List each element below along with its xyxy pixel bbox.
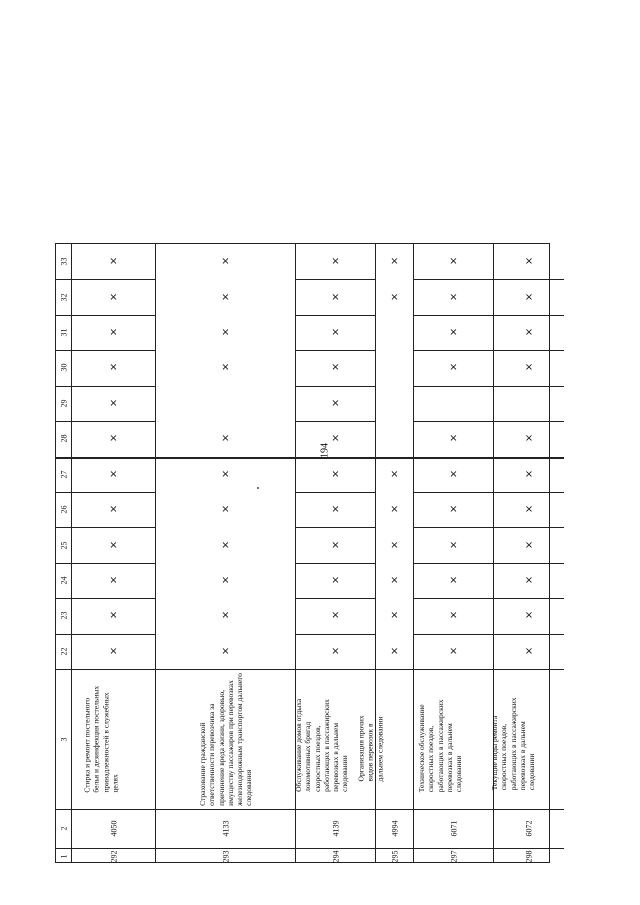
x-mark: × (331, 397, 340, 409)
mark-cell (72, 457, 155, 492)
mark-cell (296, 279, 375, 314)
column-header-22 (56, 634, 72, 669)
row-code: 6072 (524, 820, 534, 837)
mark-cell (156, 457, 295, 492)
mark-cell (72, 386, 155, 421)
x-mark: × (331, 291, 340, 303)
header-divider (56, 809, 71, 810)
column-header-31 (56, 315, 72, 350)
row-code: 4994 (390, 820, 399, 837)
row-number-cell (376, 848, 413, 864)
mark-cell (494, 386, 564, 421)
row-number-cell (156, 848, 295, 864)
mark-cell (156, 598, 295, 633)
row-code: 4133 (221, 820, 230, 837)
mark-cell (414, 279, 493, 314)
column-header-33 (56, 244, 72, 279)
x-mark: × (331, 610, 340, 622)
column-header-26 (56, 492, 72, 527)
x-mark: × (524, 539, 534, 551)
x-mark: × (524, 574, 534, 586)
x-mark: × (109, 610, 118, 622)
table-row (72, 244, 156, 862)
mark-cell (296, 527, 375, 562)
row-name: Страхование гражданской ответственности перевозчика за причинение вреда жизни, здоровью, имуществу пассажиров при перевозках железнодорожным транспортом дальнего следования (198, 673, 254, 806)
mark-cell (376, 563, 413, 598)
mark-cell (414, 492, 493, 527)
column-header-28 (56, 421, 72, 456)
x-mark: × (331, 539, 340, 551)
header-divider (56, 669, 71, 670)
mark-cell (72, 279, 155, 314)
column-header-25 (56, 527, 72, 562)
row-name: Техническое обслуживание скоростных поездов, работающих в пассажирских перевозках в дальнем следовании (416, 699, 463, 792)
mark-cell (376, 386, 413, 421)
mark-cell (156, 279, 295, 314)
mark-cell (296, 598, 375, 633)
mark-cell (414, 386, 493, 421)
mark-cell (376, 244, 413, 279)
mark-cell (494, 350, 564, 385)
row-name: Обслуживание домов отдыха локомотивных бригад скоростных поездов, работающих в пассажирских перевозках в дальнем следовании (294, 698, 350, 792)
row-code-cell (414, 809, 493, 848)
mark-cell (494, 244, 564, 279)
mark-cell (72, 563, 155, 598)
row-number-cell (296, 848, 375, 864)
row-name: Стирка и ремонт постельного белья и дезинфекция постельных принадлежностей в служебных целях (82, 686, 120, 793)
row-name: Текущие виды ремонта скоростных поездов, работающих в пассажирских перевозках в дальнем следовании (489, 697, 536, 790)
mark-cell (296, 386, 375, 421)
mark-cell (296, 421, 375, 456)
mark-cell (156, 634, 295, 669)
header-divider (56, 350, 71, 351)
row-code-cell (494, 809, 564, 848)
row-name-cell (414, 669, 493, 809)
x-mark: × (221, 504, 230, 516)
row-code-cell (296, 809, 375, 848)
x-mark: × (221, 468, 230, 480)
x-mark: × (524, 504, 534, 516)
mark-cell (156, 386, 295, 421)
mark-cell (72, 315, 155, 350)
x-mark: × (331, 433, 340, 445)
x-mark: × (109, 539, 118, 551)
row-name-cell (356, 669, 413, 809)
mark-cell (296, 492, 375, 527)
x-mark: × (109, 468, 118, 480)
column-header-label: 28 (59, 434, 69, 443)
mark-cell (296, 563, 375, 598)
mark-cell (376, 457, 413, 492)
x-mark: × (449, 504, 458, 516)
column-header-32 (56, 279, 72, 314)
column-header-label: 2 (59, 826, 69, 831)
mark-cell (494, 527, 564, 562)
x-mark: × (109, 504, 118, 516)
x-mark: × (524, 327, 534, 339)
mark-cell (494, 492, 564, 527)
x-mark: × (449, 256, 458, 268)
row-code-cell (156, 809, 295, 848)
column-header-24 (56, 563, 72, 598)
mark-cell (414, 421, 493, 456)
row-name-cell (489, 669, 564, 809)
mark-cell (156, 421, 295, 456)
x-mark: × (390, 468, 399, 480)
header-divider (56, 563, 71, 564)
mark-cell (72, 350, 155, 385)
column-header-3 (56, 669, 72, 809)
mark-cell (156, 527, 295, 562)
x-mark: × (331, 574, 340, 586)
x-mark: × (524, 468, 534, 480)
header-divider (56, 848, 71, 849)
mark-cell (376, 492, 413, 527)
column-header-label: 24 (59, 576, 69, 585)
x-mark: × (109, 291, 118, 303)
stray-dot (257, 487, 259, 489)
data-table (55, 243, 550, 863)
column-header-label: 29 (59, 399, 69, 408)
x-mark: × (449, 645, 458, 657)
x-mark: × (524, 645, 534, 657)
row-number: 297 (449, 850, 458, 862)
x-mark: × (331, 362, 340, 374)
x-mark: × (390, 291, 399, 303)
x-mark: × (331, 645, 340, 657)
x-mark: × (331, 327, 340, 339)
header-divider (56, 598, 71, 599)
mark-cell (376, 634, 413, 669)
x-mark: × (449, 539, 458, 551)
x-mark: × (449, 362, 458, 374)
header-divider (56, 457, 71, 459)
mark-cell (376, 350, 413, 385)
header-divider (56, 492, 71, 493)
x-mark: × (390, 645, 399, 657)
x-mark: × (221, 433, 230, 445)
mark-cell (376, 315, 413, 350)
table-row (156, 244, 296, 862)
x-mark: × (221, 291, 230, 303)
x-mark: × (449, 291, 458, 303)
mark-cell (494, 315, 564, 350)
column-header-label: 1 (59, 854, 69, 858)
column-header-label: 23 (59, 611, 69, 620)
x-mark: × (221, 256, 230, 268)
mark-cell (414, 350, 493, 385)
x-mark: × (221, 645, 230, 657)
mark-cell (494, 598, 564, 633)
row-code: 4139 (331, 820, 340, 837)
column-header-label: 31 (59, 328, 69, 337)
mark-cell (376, 527, 413, 562)
mark-cell (494, 634, 564, 669)
column-header-1 (56, 848, 72, 864)
x-mark: × (109, 256, 118, 268)
header-divider (56, 421, 71, 422)
mark-cell (296, 350, 375, 385)
mark-cell (296, 457, 375, 492)
column-header-label: 30 (59, 363, 69, 372)
x-mark: × (524, 362, 534, 374)
mark-cell (376, 421, 413, 456)
page-number: 194 (319, 443, 331, 458)
row-number-cell (72, 848, 155, 864)
x-mark: × (449, 468, 458, 480)
x-mark: × (524, 256, 534, 268)
x-mark: × (449, 610, 458, 622)
x-mark: × (221, 362, 230, 374)
x-mark: × (449, 327, 458, 339)
header-divider (56, 386, 71, 387)
mark-cell (296, 315, 375, 350)
mark-cell (414, 527, 493, 562)
mark-cell (296, 634, 375, 669)
column-header-27 (56, 457, 72, 492)
column-header-label: 32 (59, 293, 69, 302)
mark-cell (376, 598, 413, 633)
mark-cell (414, 563, 493, 598)
header-divider (56, 527, 71, 528)
mark-cell (72, 244, 155, 279)
column-header-29 (56, 386, 72, 421)
x-mark: × (221, 539, 230, 551)
mark-cell (156, 492, 295, 527)
mark-cell (296, 244, 375, 279)
mark-cell (414, 634, 493, 669)
mark-cell (72, 421, 155, 456)
row-name: Организация прочих видов перевозок в дальнем следовании (356, 715, 385, 782)
column-header-label: 27 (59, 470, 69, 479)
row-number: 293 (221, 850, 230, 862)
row-name-cell (72, 669, 155, 809)
table-row (356, 244, 414, 862)
mark-cell (494, 457, 564, 492)
x-mark: × (221, 574, 230, 586)
column-header-label: 3 (59, 737, 69, 741)
x-mark: × (390, 256, 399, 268)
header-divider (56, 634, 71, 635)
mark-cell (156, 563, 295, 598)
x-mark: × (449, 433, 458, 445)
mark-cell (156, 350, 295, 385)
mark-cell (72, 492, 155, 527)
x-mark: × (221, 610, 230, 622)
column-header-2 (56, 809, 72, 848)
header-divider (56, 315, 71, 316)
row-code: 6071 (449, 820, 458, 837)
mark-cell (494, 563, 564, 598)
header-divider (56, 279, 71, 280)
mark-cell (72, 598, 155, 633)
x-mark: × (109, 645, 118, 657)
row-number-cell (494, 848, 564, 864)
mark-cell (414, 244, 493, 279)
row-number-cell (414, 848, 493, 864)
column-header-strip (56, 244, 72, 862)
row-number: 295 (390, 850, 399, 862)
mark-cell (414, 457, 493, 492)
x-mark: × (331, 468, 340, 480)
row-code-cell (376, 809, 413, 848)
table-row (489, 244, 564, 862)
x-mark: × (390, 610, 399, 622)
column-header-label: 33 (59, 257, 69, 266)
x-mark: × (449, 574, 458, 586)
x-mark: × (390, 574, 399, 586)
mark-cell (156, 315, 295, 350)
mark-cell (156, 244, 295, 279)
mark-cell (414, 315, 493, 350)
x-mark: × (331, 504, 340, 516)
x-mark: × (524, 610, 534, 622)
row-name-cell (156, 669, 295, 809)
mark-cell (72, 527, 155, 562)
column-header-label: 22 (59, 647, 69, 656)
x-mark: × (390, 539, 399, 551)
x-mark: × (109, 397, 118, 409)
x-mark: × (524, 291, 534, 303)
column-header-30 (56, 350, 72, 385)
mark-cell (494, 279, 564, 314)
x-mark: × (331, 256, 340, 268)
row-code: 4050 (109, 820, 118, 837)
x-mark: × (109, 433, 118, 445)
row-number: 292 (109, 850, 118, 862)
x-mark: × (109, 574, 118, 586)
x-mark: × (390, 504, 399, 516)
column-header-label: 26 (59, 505, 69, 514)
x-mark: × (524, 433, 534, 445)
table-row (414, 244, 494, 862)
row-code-cell (72, 809, 155, 848)
row-number: 294 (331, 850, 340, 862)
mark-cell (72, 634, 155, 669)
mark-cell (414, 598, 493, 633)
column-header-label: 25 (59, 541, 69, 550)
x-mark: × (109, 327, 118, 339)
x-mark: × (109, 362, 118, 374)
mark-cell (376, 279, 413, 314)
row-number: 298 (524, 850, 534, 862)
column-header-23 (56, 598, 72, 633)
mark-cell (494, 421, 564, 456)
x-mark: × (221, 327, 230, 339)
